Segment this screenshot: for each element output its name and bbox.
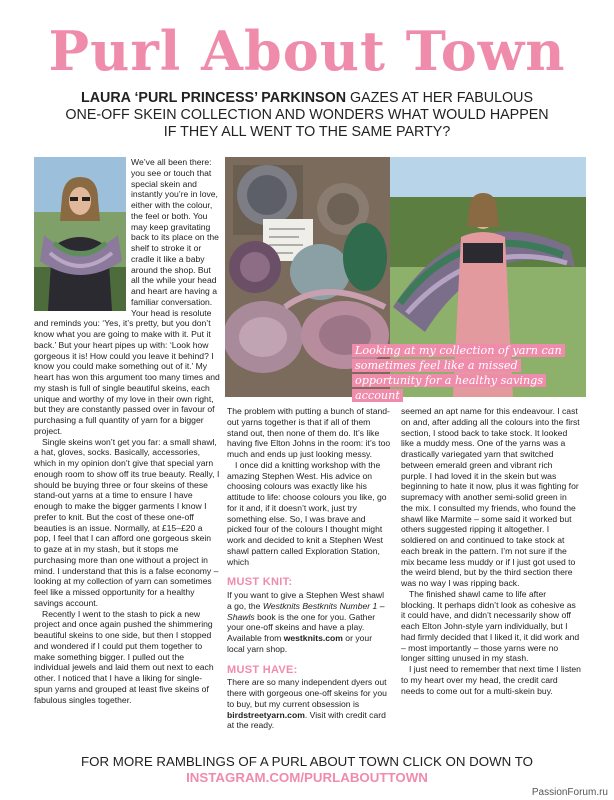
author-name: LAURA ‘PURL PRINCESS’ PARKINSON (80, 90, 347, 106)
photo-caption (352, 343, 577, 403)
author-portrait-photo (34, 157, 126, 311)
footer (0, 754, 614, 786)
column-2-paragraph: The problem with putting a bunch of stand-out yarns together is that if all of them stand out, then none of them do. It’s like having five Elton Johns in the room: it’s too much and ends up just looking messy. (227, 406, 391, 459)
column-3-paragraph: I just need to remember that next time I listen to my heart over my head, the credit card needs to come out for a multi-skein buy. (401, 664, 581, 696)
must-knit-text (227, 590, 391, 655)
must-have-text-end: . Visit with credit card at the ready. (227, 709, 386, 731)
column-1-paragraph: We’ve all been there: you see or touch that special skein and instantly you’re in love, either with the colour, the feel or both. You may keep gravitating back to its place on the shelf to stroke it or cradle it like a baby around the shop. But all the while your head and heart are having a familiar conversation. Your head is resolute and reminds you: ‘Yes, it’s pretty, but you don’t know what you are going to make with it. Put it back.’ But your heart pipes up with: ‘Look how gorgeous it is! How could you leave it behind? I know you could make something out of it.’ My heart has won this argument too many times and my stash is full of single beautiful skeins, each unique and worthy of my love in their own right, but they are constantly passed over in favour of purchasing a full quantity of yarn for a bigger project. (34, 157, 220, 436)
column-2 (227, 406, 391, 731)
must-have-text-start: There are so many independent dyers out there with gorgeous one-off skeins for you to buy, but my current obsession is (227, 677, 387, 709)
must-knit-text-mid: book is the one for you. Gather your one-off skeins and have a play. Available from (227, 611, 376, 643)
must-knit-heading: MUST KNIT: (227, 576, 293, 589)
column-3-paragraph: seemed an apt name for this endeavour. I cast on and, after adding all the colours into the first section, I stood back to take stock. It looked like a muddy mess. One of the yarns was a drastically variegated yarn that switched between emerald green and vibrant rich purple. I had loved it in the skein but was beginning to hate it now, plus it was fighting for supremacy with another semi-solid green in the mix. I consulted my friends, who found the shawl like Marmite – some said it worked but others suggested ripping it altogether. I soldiered on and continued to take stock at each break in the pattern. I’m not sure if the mix became less muddy or if I just got used to the weird blend, but by the third section there was no way I was ripping back. (401, 406, 580, 588)
column-1-paragraph: Recently I went to the stash to pick a new project and once again pushed the shimmering beautiful skeins to one side, but then I stopped and wondered if I could put them together to make something bigger. I pulled out the individual jewels and laid them out next to each other. I noticed that I have a liking for single-spun yarns and grouped at least five skeins of fabulous singles together. (34, 608, 214, 705)
westknits-link[interactable]: westknits.com (283, 633, 343, 643)
column-3-paragraph: The finished shawl came to life after blocking. It perhaps didn’t look as cohesive as it could have, and didn’t necessarily show off each Elton John-style yarn individually, but I had firmly decided that I liked it, it did work and – most importantly – those yarns were no longer sitting unused in my stash. (401, 588, 580, 664)
column-2-paragraph: I once did a knitting workshop with the amazing Stephen West. His advice on choosing colours was exactly like his attitude to life: choose colours you like, go for it and, if it doesn’t work, just try something else. So, I was brave and picked four of the colours I thought might work and decided to knit a Stephen West shawl pattern called Exploration Station, which (227, 459, 387, 567)
instagram-link[interactable]: INSTAGRAM.COM/PURLABOUTTOWN (186, 770, 428, 785)
column-3 (401, 406, 581, 696)
watermark: PassionForum.ru (531, 787, 608, 798)
standfirst (62, 90, 552, 141)
must-knit-text-end: or your local yarn shop. (227, 633, 373, 654)
photo-caption-text: Looking at my collection of yarn can sometimes feel like a missed opportunity for a healthy savings account (352, 344, 565, 402)
birdstreetyarn-link[interactable]: birdstreetyarn.com (227, 709, 305, 720)
must-have-heading: MUST HAVE: (227, 663, 298, 676)
column-1-paragraph: Single skeins won’t get you far: a small shawl, a hat, gloves, socks. Basically, accessories, which in my opinion don’t give that special yarn enough room to show off its true beauty. Really, I should be buying three or four skeins of these stand-out yarns at a time to ensure I have enough to make the bigger garments I know I prefer to knit. But the cost of these one-off beauties is an issue. Normally, at £15–£20 a pop, I feel that I can afford one gorgeous skein to gaze at in my stash, but it stops me purchasing more than one without a project in mind. I understand that this is a false economy – looking at my collection of yarn can sometimes feel like a missed opportunity for a healthy savings account. (34, 436, 220, 608)
column-1 (34, 157, 220, 705)
standfirst-text: GAZES AT HER FABULOUS ONE-OFF SKEIN COLLECTION AND WONDERS WHAT WOULD HAPPEN IF THEY ALL WENT TO THE SAME PARTY? (65, 90, 549, 140)
book-title: Westknits Bestknits Number 1 – Shawls (227, 600, 385, 622)
page-title: Purl About Town (48, 19, 566, 83)
must-knit-text-start: If you want to give a Stephen West shawl a go, the (227, 590, 385, 611)
footer-line: FOR MORE RAMBLINGS OF A PURL ABOUT TOWN CLICK ON DOWN TO (81, 754, 533, 769)
must-have-text (227, 677, 391, 731)
